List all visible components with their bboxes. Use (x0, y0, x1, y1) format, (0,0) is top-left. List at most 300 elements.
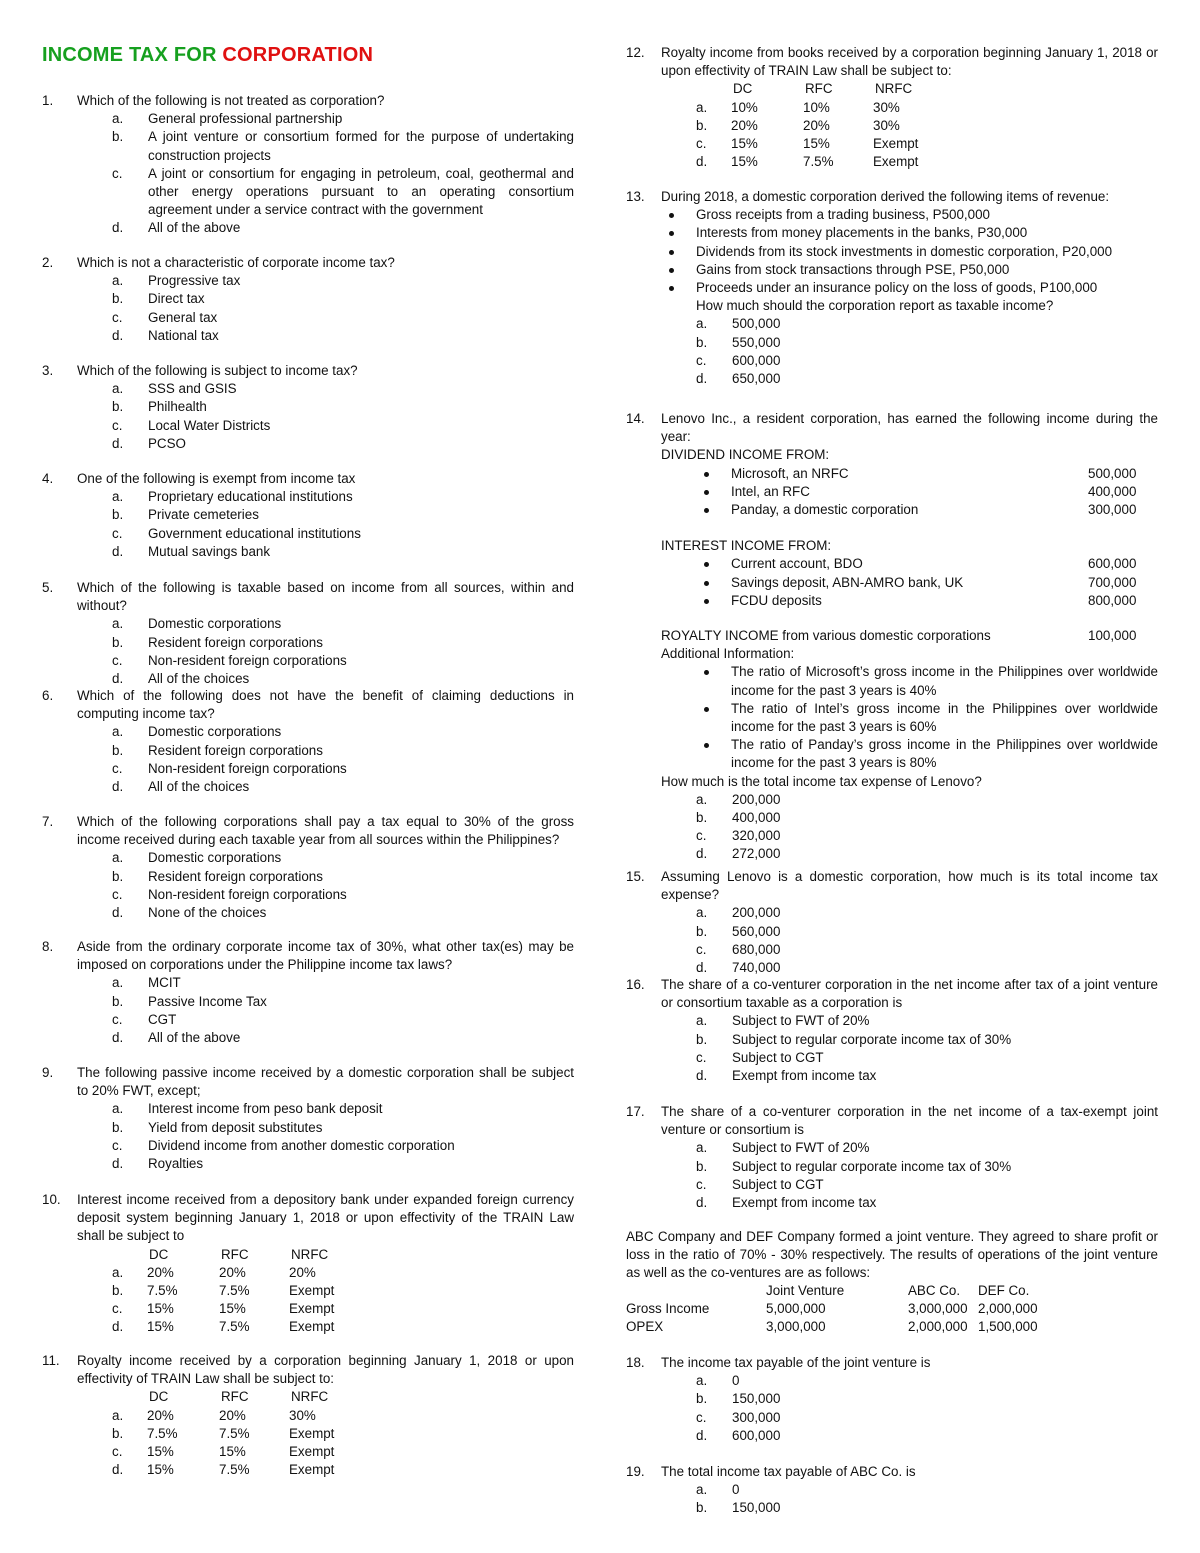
option-letter: c. (696, 136, 707, 152)
rate-nrfc: Exempt (289, 1425, 335, 1441)
rate-row-a (42, 1264, 574, 1282)
jv-header-blank (626, 1282, 766, 1300)
option-letter: a. (696, 1013, 708, 1029)
option-letter: c. (696, 1409, 707, 1425)
option-a (112, 723, 574, 741)
rate-row-c (42, 1300, 574, 1318)
header-rfc: RFC (221, 1246, 249, 1262)
rate-row-b (42, 1425, 574, 1443)
option-c (112, 1137, 574, 1155)
jv-value: 3,000,000 (766, 1319, 826, 1335)
bullet-icon (661, 206, 696, 224)
option-letter: a. (112, 111, 124, 127)
option-letter: b. (112, 1425, 124, 1441)
option-c (696, 352, 1158, 370)
option-d (112, 543, 574, 561)
option-c (112, 1011, 574, 1029)
option-text: 500,000 (732, 316, 781, 332)
option-letter: b. (696, 810, 708, 826)
additional-info-text: The ratio of Intel’s gross income in the Philippines over worldwide income for the past 3 years is 60% (731, 700, 1158, 735)
option-a (696, 904, 1158, 922)
header-dc: DC (149, 1389, 169, 1405)
option-text: General tax (148, 309, 218, 325)
revenue-item-text: Dividends from its stock investments in domestic corporation, P20,000 (696, 243, 1113, 259)
bullet-icon (696, 663, 731, 699)
question-number: 10. (42, 1192, 61, 1207)
option-letter: b. (112, 742, 124, 758)
option-b (696, 1499, 1158, 1517)
option-text: 650,000 (732, 371, 781, 387)
jv-header-abc: ABC Co. (908, 1283, 961, 1298)
option-text: Passive Income Tax (148, 993, 267, 1009)
option-letter: a. (112, 850, 124, 866)
option-letter: b. (696, 1031, 708, 1047)
option-c (112, 760, 574, 778)
option-letter: a. (112, 975, 124, 991)
rate-rfc: 20% (219, 1264, 246, 1280)
rate-rfc: 20% (803, 117, 830, 133)
interest-item (696, 592, 1158, 610)
bullet-icon (696, 465, 731, 483)
additional-info-heading: Additional Information: (661, 646, 795, 662)
rate-dc: 15% (147, 1319, 174, 1335)
option-a (696, 1372, 1158, 1390)
option-letter: b. (696, 334, 708, 350)
option-text: Domestic corporations (148, 616, 282, 632)
question-7 (42, 813, 574, 922)
question-10 (42, 1191, 574, 1337)
option-c (696, 827, 1158, 845)
option-text: All of the above (148, 220, 241, 236)
option-text: 200,000 (732, 791, 781, 807)
jv-header-joint-venture: Joint Venture (766, 1283, 845, 1298)
option-a (696, 315, 1158, 333)
question-number: 18. (626, 1355, 645, 1370)
interest-item (696, 555, 1158, 573)
option-letter: c. (112, 1444, 123, 1460)
rate-row-a (42, 1407, 574, 1425)
rate-rfc: 7.5% (219, 1319, 250, 1335)
revenue-item-text: Gains from stock transactions through PSE, P50,000 (696, 261, 1010, 277)
rate-nrfc: Exempt (289, 1319, 335, 1335)
question-stem: Royalty income received by a corporation beginning January 1, 2018 or upon effectivity of TRAIN Law shall be subject to: (77, 1353, 574, 1387)
question-stem: Royalty income from books received by a corporation beginning January 1, 2018 or upon effectivity of TRAIN Law shall be subject to: (661, 45, 1158, 79)
interest-item (696, 574, 1158, 592)
question-number: 11. (42, 1353, 60, 1368)
option-text: Mutual savings bank (148, 543, 271, 559)
option-letter: a. (112, 273, 124, 289)
option-text: Yield from deposit substitutes (148, 1119, 323, 1135)
option-letter: b. (696, 923, 708, 939)
option-text: MCIT (148, 975, 181, 991)
option-text: 600,000 (732, 1427, 781, 1443)
option-text: Non-resident foreign corporations (148, 760, 347, 776)
interest-amount: 800,000 (1088, 592, 1137, 608)
option-letter: c. (696, 352, 707, 368)
jv-value: 5,000,000 (766, 1301, 826, 1317)
additional-info-text: The ratio of Microsoft’s gross income in the Philippines over worldwide income for the past 3 years is 40% (731, 664, 1158, 698)
option-d (112, 327, 574, 345)
rate-dc: 15% (147, 1444, 174, 1460)
question-8 (42, 938, 574, 1047)
option-text: Subject to FWT of 20% (732, 1140, 870, 1156)
revenue-item (661, 206, 1158, 224)
option-c (112, 652, 574, 670)
option-letter: a. (696, 1482, 708, 1498)
option-letter: d. (112, 220, 124, 236)
option-a (112, 974, 574, 992)
option-d (112, 778, 574, 796)
rate-rfc: 15% (803, 136, 830, 152)
rate-dc: 10% (731, 99, 758, 115)
rate-rfc: 7.5% (219, 1283, 250, 1299)
rate-row-b (42, 1282, 574, 1300)
bullet-icon (661, 279, 696, 297)
rate-nrfc: 20% (289, 1264, 316, 1280)
option-letter: a. (112, 616, 124, 632)
option-text: None of the choices (148, 905, 267, 921)
option-letter: c. (112, 525, 123, 541)
option-b (112, 634, 574, 652)
option-letter: b. (112, 507, 124, 523)
question-number: 13. (626, 189, 645, 204)
option-b (696, 809, 1158, 827)
rate-dc: 7.5% (147, 1425, 178, 1441)
question-number: 19. (626, 1464, 645, 1479)
option-letter: d. (112, 1319, 124, 1335)
question-stem: The share of a co-venturer corporation in the net income of a tax-exempt joint venture or consortium is (661, 1104, 1158, 1138)
question-stem: Which of the following is subject to income tax? (77, 363, 358, 378)
rate-nrfc: 30% (873, 99, 900, 115)
rate-dc: 20% (147, 1407, 174, 1423)
interest-heading: INTEREST INCOME FROM: (661, 538, 832, 554)
option-text: A joint or consortium for engaging in petroleum, coal, geothermal and other energy operations pursuant to an operating consortium agreement under a service contract with the government (148, 165, 574, 218)
option-b (112, 1119, 574, 1137)
option-letter: a. (696, 1373, 708, 1389)
option-c (112, 309, 574, 327)
option-text: All of the choices (148, 779, 250, 795)
option-text: PCSO (148, 435, 186, 451)
option-text: Non-resident foreign corporations (148, 886, 347, 902)
question-17 (626, 1103, 1158, 1212)
option-d (112, 670, 574, 688)
question-11 (42, 1352, 574, 1479)
rate-row-a (626, 99, 1158, 117)
option-text: Direct tax (148, 291, 205, 307)
rate-nrfc: Exempt (289, 1301, 335, 1317)
option-a (112, 615, 574, 633)
option-letter: b. (112, 399, 124, 415)
option-text: 272,000 (732, 846, 781, 862)
additional-info-text: The ratio of Panday’s gross income in the Philippines over worldwide income for the past 3 years is 80% (731, 737, 1158, 771)
header-rfc: RFC (221, 1389, 249, 1405)
bullet-icon (696, 700, 731, 736)
option-a (112, 1100, 574, 1118)
bullet-icon (696, 736, 731, 772)
option-text: 150,000 (732, 1391, 781, 1407)
jv-row-opex (626, 1318, 1158, 1336)
option-b (112, 506, 574, 524)
option-text: 150,000 (732, 1500, 781, 1516)
option-text: Domestic corporations (148, 850, 282, 866)
option-d (696, 959, 1158, 977)
option-text: A joint venture or consortium formed for the purpose of undertaking construction projects (148, 129, 574, 163)
def-value: 1,500,000 (978, 1319, 1038, 1335)
option-text: Exempt from income tax (732, 1195, 877, 1211)
question-stem: Which of the following does not have the benefit of claiming deductions in computing income tax? (77, 688, 574, 722)
rate-rfc: 15% (219, 1444, 246, 1460)
option-letter: d. (112, 779, 124, 795)
royalty-amount: 100,000 (1088, 628, 1137, 644)
rate-row-d (42, 1318, 574, 1336)
option-b (696, 334, 1158, 352)
option-letter: d. (696, 154, 708, 170)
question-15 (626, 868, 1158, 977)
option-text: 320,000 (732, 828, 781, 844)
question-18 (626, 1354, 1158, 1445)
rate-row-d (626, 153, 1158, 171)
option-letter: d. (696, 1068, 708, 1084)
option-text: Interest income from peso bank deposit (148, 1101, 383, 1117)
option-letter: c. (112, 165, 123, 181)
question-12 (626, 44, 1158, 171)
option-letter: c. (112, 417, 123, 433)
option-letter: c. (112, 1011, 123, 1027)
option-letter: b. (112, 634, 124, 650)
question-number: 2. (42, 255, 54, 270)
question-stem: The following passive income received by a domestic corporation shall be subject to 20% FWT, except; (77, 1065, 574, 1099)
option-letter: b. (112, 291, 124, 307)
revenue-item (661, 224, 1158, 242)
question-number: 5. (42, 580, 54, 595)
option-letter: a. (112, 1264, 124, 1280)
option-text: Subject to FWT of 20% (732, 1013, 870, 1029)
option-letter: d. (696, 960, 708, 976)
question-stem: Assuming Lenovo is a domestic corporation, how much is its total income tax expense? (661, 869, 1158, 903)
rate-nrfc: Exempt (289, 1444, 335, 1460)
question-stem: Which of the following is not treated as corporation? (77, 93, 385, 108)
option-letter: c. (112, 1137, 123, 1153)
jv-row-label: OPEX (626, 1319, 664, 1335)
option-d (112, 1155, 574, 1173)
dividend-heading: DIVIDEND INCOME FROM: (661, 447, 830, 463)
additional-info-item (696, 700, 1158, 736)
option-b (112, 290, 574, 308)
def-value: 2,000,000 (978, 1301, 1038, 1317)
bullet-icon (661, 243, 696, 261)
header-rfc: RFC (805, 81, 833, 97)
jv-header-def: DEF Co. (978, 1283, 1030, 1298)
option-text: 560,000 (732, 923, 781, 939)
option-a (112, 849, 574, 867)
question-stem: Which of the following is taxable based on income from all sources, within and without? (77, 580, 574, 614)
rate-rfc: 10% (803, 99, 830, 115)
question-number: 9. (42, 1065, 54, 1080)
option-a (112, 272, 574, 290)
option-letter: d. (696, 1427, 708, 1443)
option-b (112, 993, 574, 1011)
bullet-icon (696, 483, 731, 501)
option-text: Philhealth (148, 399, 207, 415)
option-letter: a. (696, 99, 708, 115)
rate-dc: 7.5% (147, 1283, 178, 1299)
option-letter: b. (696, 1158, 708, 1174)
question-13 (626, 188, 1158, 388)
sub-question: How much is the total income tax expense of Lenovo? (661, 773, 982, 789)
option-c (696, 1176, 1158, 1194)
option-d (112, 1029, 574, 1047)
option-text: 740,000 (732, 960, 781, 976)
option-a (112, 380, 574, 398)
question-stem: The share of a co-venturer corporation in the net income after tax of a joint venture or consortium taxable as a corporation is (661, 977, 1158, 1011)
interest-source: Savings deposit, ABN-AMRO bank, UK (731, 574, 964, 590)
header-dc: DC (733, 81, 753, 97)
rate-dc: 20% (147, 1264, 174, 1280)
option-letter: a. (112, 489, 124, 505)
option-letter: c. (696, 828, 707, 844)
option-d (112, 904, 574, 922)
question-5 (42, 579, 574, 688)
dividend-amount: 400,000 (1088, 483, 1137, 499)
option-letter: c. (112, 652, 123, 668)
option-text: 300,000 (732, 1409, 781, 1425)
option-letter: d. (112, 671, 124, 687)
option-text: Local Water Districts (148, 417, 271, 433)
option-letter: b. (112, 129, 124, 145)
option-letter: a. (112, 1407, 124, 1423)
question-stem: Which is not a characteristic of corporate income tax? (77, 255, 395, 270)
option-letter: d. (112, 1156, 124, 1172)
bullet-icon (661, 261, 696, 279)
rate-rfc: 15% (219, 1301, 246, 1317)
option-text: General professional partnership (148, 111, 343, 127)
rate-rfc: 7.5% (803, 154, 834, 170)
rate-row-c (626, 135, 1158, 153)
rate-dc: 20% (731, 117, 758, 133)
option-b (696, 1158, 1158, 1176)
interest-amount: 700,000 (1088, 574, 1137, 590)
revenue-item-text: Gross receipts from a trading business, P500,000 (696, 207, 990, 223)
question-number: 16. (626, 977, 645, 992)
question-stem: Which of the following corporations shall pay a tax equal to 30% of the gross income received during each taxable year from all sources within the Philippines? (77, 814, 574, 848)
option-letter: d. (696, 371, 708, 387)
dividend-item (696, 501, 1158, 519)
option-text: 0 (732, 1482, 740, 1498)
question-2 (42, 254, 574, 345)
option-c (112, 525, 574, 543)
header-dc: DC (149, 1246, 169, 1262)
rate-table-header (42, 1246, 574, 1264)
additional-info-item (696, 736, 1158, 772)
option-letter: c. (112, 309, 123, 325)
dividend-item (696, 483, 1158, 501)
question-number: 15. (626, 869, 645, 884)
rate-dc: 15% (147, 1462, 174, 1478)
option-text: Exempt from income tax (732, 1068, 877, 1084)
option-text: National tax (148, 327, 219, 343)
title-income-tax-for: INCOME TAX FOR (42, 44, 223, 66)
rate-nrfc: Exempt (873, 136, 919, 152)
option-d (696, 1427, 1158, 1445)
option-letter: c. (112, 1301, 123, 1317)
bullet-icon (696, 555, 731, 573)
option-letter: a. (696, 316, 708, 332)
joint-venture-intro: ABC Company and DEF Company formed a joint venture. They agreed to share profit or loss in the ratio of 70% - 30% respectively. The results of operations of the joint venture as well as the co-ventures are as follows: (626, 1229, 1158, 1281)
option-letter: b. (112, 868, 124, 884)
question-stem: During 2018, a domestic corporation derived the following items of revenue: (661, 189, 1110, 204)
option-b (696, 1031, 1158, 1049)
option-text: 600,000 (732, 352, 781, 368)
option-text: CGT (148, 1011, 177, 1027)
question-number: 6. (42, 688, 54, 703)
option-text: Subject to regular corporate income tax of 30% (732, 1031, 1012, 1047)
question-number: 7. (42, 814, 54, 829)
option-d (696, 845, 1158, 863)
option-letter: b. (696, 117, 708, 133)
option-text: Resident foreign corporations (148, 868, 323, 884)
header-nrfc: NRFC (291, 1246, 329, 1262)
rate-nrfc: Exempt (873, 154, 919, 170)
question-1 (42, 92, 574, 238)
option-d (696, 1067, 1158, 1085)
option-text: 200,000 (732, 905, 781, 921)
option-text: 550,000 (732, 334, 781, 350)
rate-table-header (42, 1388, 574, 1406)
option-letter: c. (696, 941, 707, 957)
question-19 (626, 1463, 1158, 1518)
option-b (112, 742, 574, 760)
additional-info-item (696, 663, 1158, 699)
rate-dc: 15% (731, 154, 758, 170)
option-letter: d. (696, 846, 708, 862)
option-text: Resident foreign corporations (148, 634, 323, 650)
option-b (112, 398, 574, 416)
option-letter: d. (112, 543, 124, 559)
option-letter: c. (696, 1176, 707, 1192)
dividend-source: Microsoft, an NRFC (731, 465, 849, 481)
option-b (696, 923, 1158, 941)
option-letter: d. (112, 1030, 124, 1046)
option-letter: a. (696, 905, 708, 921)
option-letter: b. (112, 1119, 124, 1135)
question-stem: Interest income received from a depository bank under expanded foreign currency deposit system beginning January 1, 2018 or upon effectivity of the TRAIN Law shall be subject to (77, 1192, 574, 1244)
question-number: 1. (42, 93, 54, 108)
rate-dc: 15% (731, 136, 758, 152)
option-c (112, 886, 574, 904)
option-text: Non-resident foreign corporations (148, 652, 347, 668)
option-d (112, 219, 574, 237)
bullet-icon (696, 592, 731, 610)
option-letter: b. (112, 993, 124, 1009)
question-stem: The total income tax payable of ABC Co. is (661, 1464, 916, 1479)
option-letter: c. (112, 760, 123, 776)
question-number: 14. (626, 411, 645, 426)
option-text: Dividend income from another domestic corporation (148, 1137, 455, 1153)
option-letter: d. (112, 905, 124, 921)
option-letter: d. (112, 435, 124, 451)
abc-value: 2,000,000 (908, 1319, 968, 1335)
revenue-item-text: Proceeds under an insurance policy on the loss of goods, P100,000 (696, 280, 1098, 296)
header-nrfc: NRFC (291, 1389, 329, 1405)
question-stem: Aside from the ordinary corporate income tax of 30%, what other tax(es) may be imposed on corporations under the Philippine income tax laws? (77, 939, 574, 973)
jv-header-row (626, 1282, 1158, 1300)
question-16 (626, 976, 1158, 1085)
option-text: SSS and GSIS (148, 381, 237, 397)
option-text: Royalties (148, 1156, 204, 1172)
question-number: 12. (626, 45, 645, 60)
sub-question: How much should the corporation report as taxable income? (696, 298, 1054, 314)
rate-nrfc: Exempt (289, 1283, 335, 1299)
